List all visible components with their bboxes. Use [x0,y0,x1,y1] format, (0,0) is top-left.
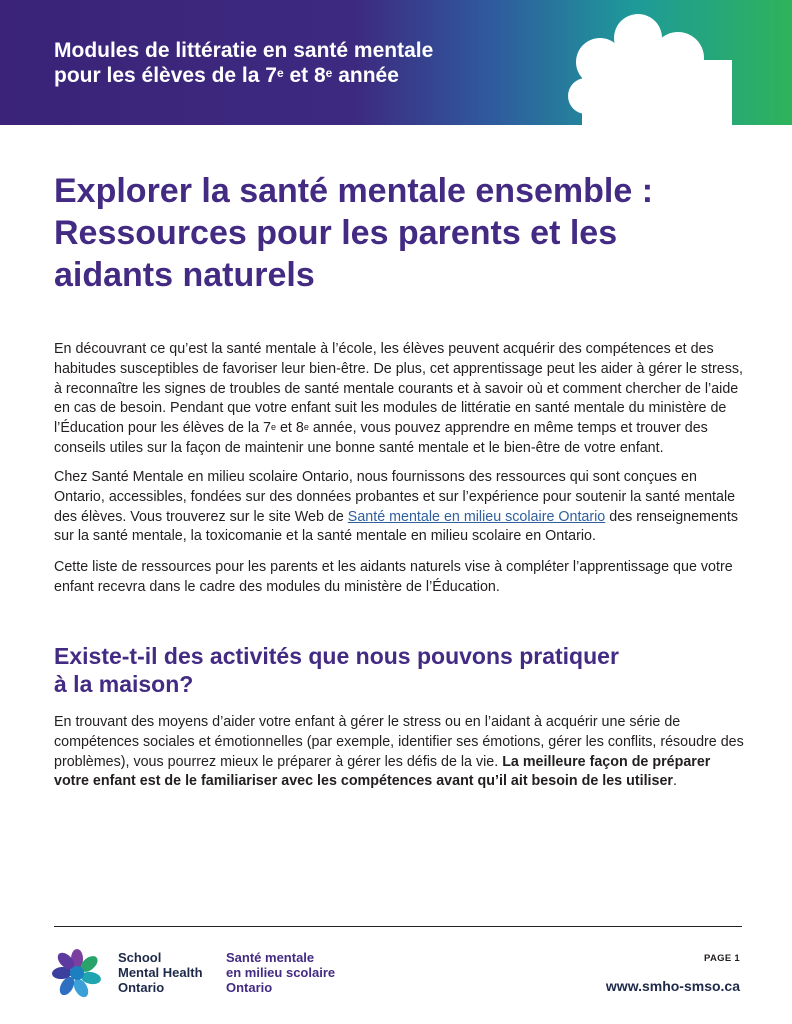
flower-decoration-icon [560,0,760,125]
org-name-line: Ontario [118,980,165,995]
paragraph-text: . [672,773,677,790]
footer-divider [54,926,742,927]
superscript: e [325,66,333,80]
org-name-line: School [118,950,162,965]
org-name-line: en milieu scolaire [226,965,336,980]
banner-title [54,38,433,88]
page-title-line3: aidants naturels [54,256,315,294]
page-title-line1: Explorer la santé mentale ensemble : [54,172,654,210]
superscript: e [276,66,284,80]
superscript: e [303,422,309,433]
intro-paragraph [54,340,744,459]
section-title [54,642,744,698]
website-url[interactable]: www.smho-smso.ca [605,978,740,994]
smho-logo-icon [52,948,102,998]
header-banner [0,0,792,125]
smho-website-link[interactable]: Santé mentale en milieu scolaire Ontario [347,508,606,525]
page-number: PAGE 1 [704,953,740,964]
org-name-line: Mental Health [118,965,203,980]
emphasis-text: La meilleure façon de préparer votre enfant est de le familiariser avec les compétences avant qu’il ait besoin de les utiliser [54,753,711,790]
resources-paragraph: Cette liste de ressources pour les parents et les aidants naturels vise à compléter l’apprentissage que votre enfant recevra dans le cadre des modules du ministère de l’Éducation. [54,559,733,595]
org-name-line: Ontario [226,980,273,995]
paragraph-text: En trouvant des moyens d’aider votre enfant à gérer le stress ou en l’aidant à acquérir une série de compétences sociales et émotionnelles (par exemple, identifier ses émotions, gérer les conflits, résoudre des problèmes), vous pourrez mieux le préparer à gérer les défis de la vie. [54,714,744,770]
activities-paragraph [54,713,744,792]
banner-title-line2: pour les élèves de la 7 [54,64,277,87]
paragraph-text: des renseignements sur la santé mentale, la toxicomanie et la santé mentale en milieu scolaire en Ontario. [54,508,738,545]
section-title-line1: Existe-t-il des activités que nous pouvons pratiquer [54,643,619,669]
superscript: e [270,422,276,433]
org-name-english [118,950,203,995]
paragraph-text: Chez Santé Mentale en milieu scolaire Ontario, nous fournissons des ressources qui sont conçues en Ontario, accessibles, fondées sur des données probantes et sur l’expérience pour soutenir la santé mentale des élèves. Vous trouverez sur le site Web de [54,469,736,525]
paragraph-text: année, vous pouvez apprendre en même temps et trouver des conseils utiles sur la façon de maintenir une bonne santé mentale et le bien-être de votre enfant. [54,420,708,456]
paragraph-text: et 8 [276,420,304,437]
smho-paragraph [54,468,744,547]
paragraph-text: En découvrant ce qu’est la santé mentale à l’école, les élèves peuvent acquérir des compétences et des habitudes susceptibles de favoriser leur bien-être. De plus, cet apprentissage peut les aider à gérer le stress, à reconnaître les signes de troubles de santé mentale courants et à savoir où et comment chercher de l’aide en cas de besoin. Pendant que votre enfant suit les modules de littératie en santé mentale du ministère de l’Éducation pour les élèves de la 7 [54,341,744,437]
page-title-line2: Ressources pour les parents et les [54,214,618,252]
page-title [54,170,754,296]
banner-title-text: année [332,64,399,87]
org-name-line: Santé mentale [226,950,315,965]
org-name-french [226,950,335,995]
section-title-line2: à la maison? [54,671,194,697]
banner-title-text: et 8 [283,64,326,87]
banner-title-line1: Modules de littératie en santé mentale [54,39,434,62]
